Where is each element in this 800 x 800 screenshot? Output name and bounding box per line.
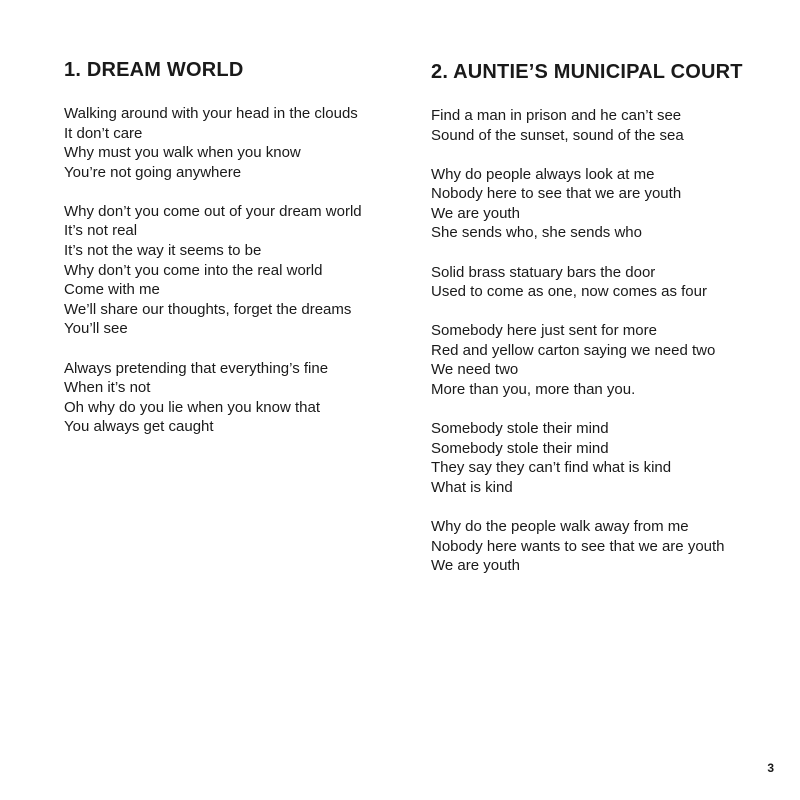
lyric-line: Why do people always look at me bbox=[431, 165, 655, 183]
stanza bbox=[431, 321, 776, 399]
lyric-line: When it’s not bbox=[64, 379, 151, 397]
stanza bbox=[431, 165, 776, 243]
stanza bbox=[64, 104, 404, 182]
song-title: 1. DREAM WORLD bbox=[64, 59, 244, 81]
song-aunties-municipal-court bbox=[431, 60, 776, 595]
lyric-line: They say they can’t find what is kind bbox=[431, 459, 672, 477]
lyric-line: Why do the people walk away from me bbox=[431, 518, 689, 535]
lyric-line: It’s not real bbox=[64, 222, 138, 240]
lyric-line: Red and yellow carton saying we need two bbox=[431, 341, 716, 359]
lyric-line: Sound of the sunset, sound of the sea bbox=[431, 126, 684, 144]
lyric-line: Come with me bbox=[64, 281, 160, 299]
lyric-line: It’s not the way it seems to be bbox=[64, 242, 262, 260]
stanza bbox=[64, 202, 404, 339]
lyric-line: We are youth bbox=[431, 204, 520, 222]
lyric-line: You always get caught bbox=[64, 418, 214, 436]
lyric-line: You’ll see bbox=[64, 320, 128, 338]
stanza bbox=[431, 419, 776, 497]
lyric-line: Somebody here just sent for more bbox=[431, 322, 657, 340]
stanza bbox=[431, 263, 776, 302]
stanza bbox=[64, 359, 404, 437]
stanza bbox=[431, 517, 776, 576]
lyric-line: Nobody here wants to see that we are youth bbox=[431, 537, 725, 555]
lyric-line: Nobody here to see that we are youth bbox=[431, 185, 682, 203]
lyric-line: Somebody stole their mind bbox=[431, 439, 609, 457]
lyric-line: We are youth bbox=[431, 557, 520, 575]
page-number: 3 bbox=[767, 761, 774, 775]
lyric-line: It don’t care bbox=[64, 124, 143, 142]
lyric-line: She sends who, she sends who bbox=[431, 224, 642, 242]
song-dream-world bbox=[64, 58, 404, 456]
lyric-line: What is kind bbox=[431, 478, 513, 496]
song-stanzas bbox=[64, 104, 404, 437]
lyric-line: Why don’t you come out of your dream world bbox=[64, 202, 362, 220]
lyric-line: Why don’t you come into the real world bbox=[64, 261, 323, 279]
lyric-line: You’re not going anywhere bbox=[64, 163, 242, 181]
lyric-line: Used to come as one, now comes as four bbox=[431, 283, 707, 301]
lyric-line: Walking around with your head in the clouds bbox=[64, 105, 358, 122]
stanza bbox=[431, 106, 776, 145]
lyric-line: More than you, more than you. bbox=[431, 381, 636, 399]
lyric-line: Why must you walk when you know bbox=[64, 144, 301, 162]
lyric-line: Find a man in prison and he can’t see bbox=[431, 107, 682, 124]
lyric-line: Solid brass statuary bars the door bbox=[431, 263, 656, 281]
lyric-line: We’ll share our thoughts, forget the dreams bbox=[64, 300, 352, 318]
lyric-line: Always pretending that everything’s fine bbox=[64, 359, 329, 377]
song-title: 2. AUNTIE’S MUNICIPAL COURT bbox=[431, 61, 743, 83]
lyric-line: Oh why do you lie when you know that bbox=[64, 398, 320, 416]
song-stanzas bbox=[431, 106, 776, 576]
lyric-line: We need two bbox=[431, 361, 519, 379]
lyric-line: Somebody stole their mind bbox=[431, 420, 609, 438]
